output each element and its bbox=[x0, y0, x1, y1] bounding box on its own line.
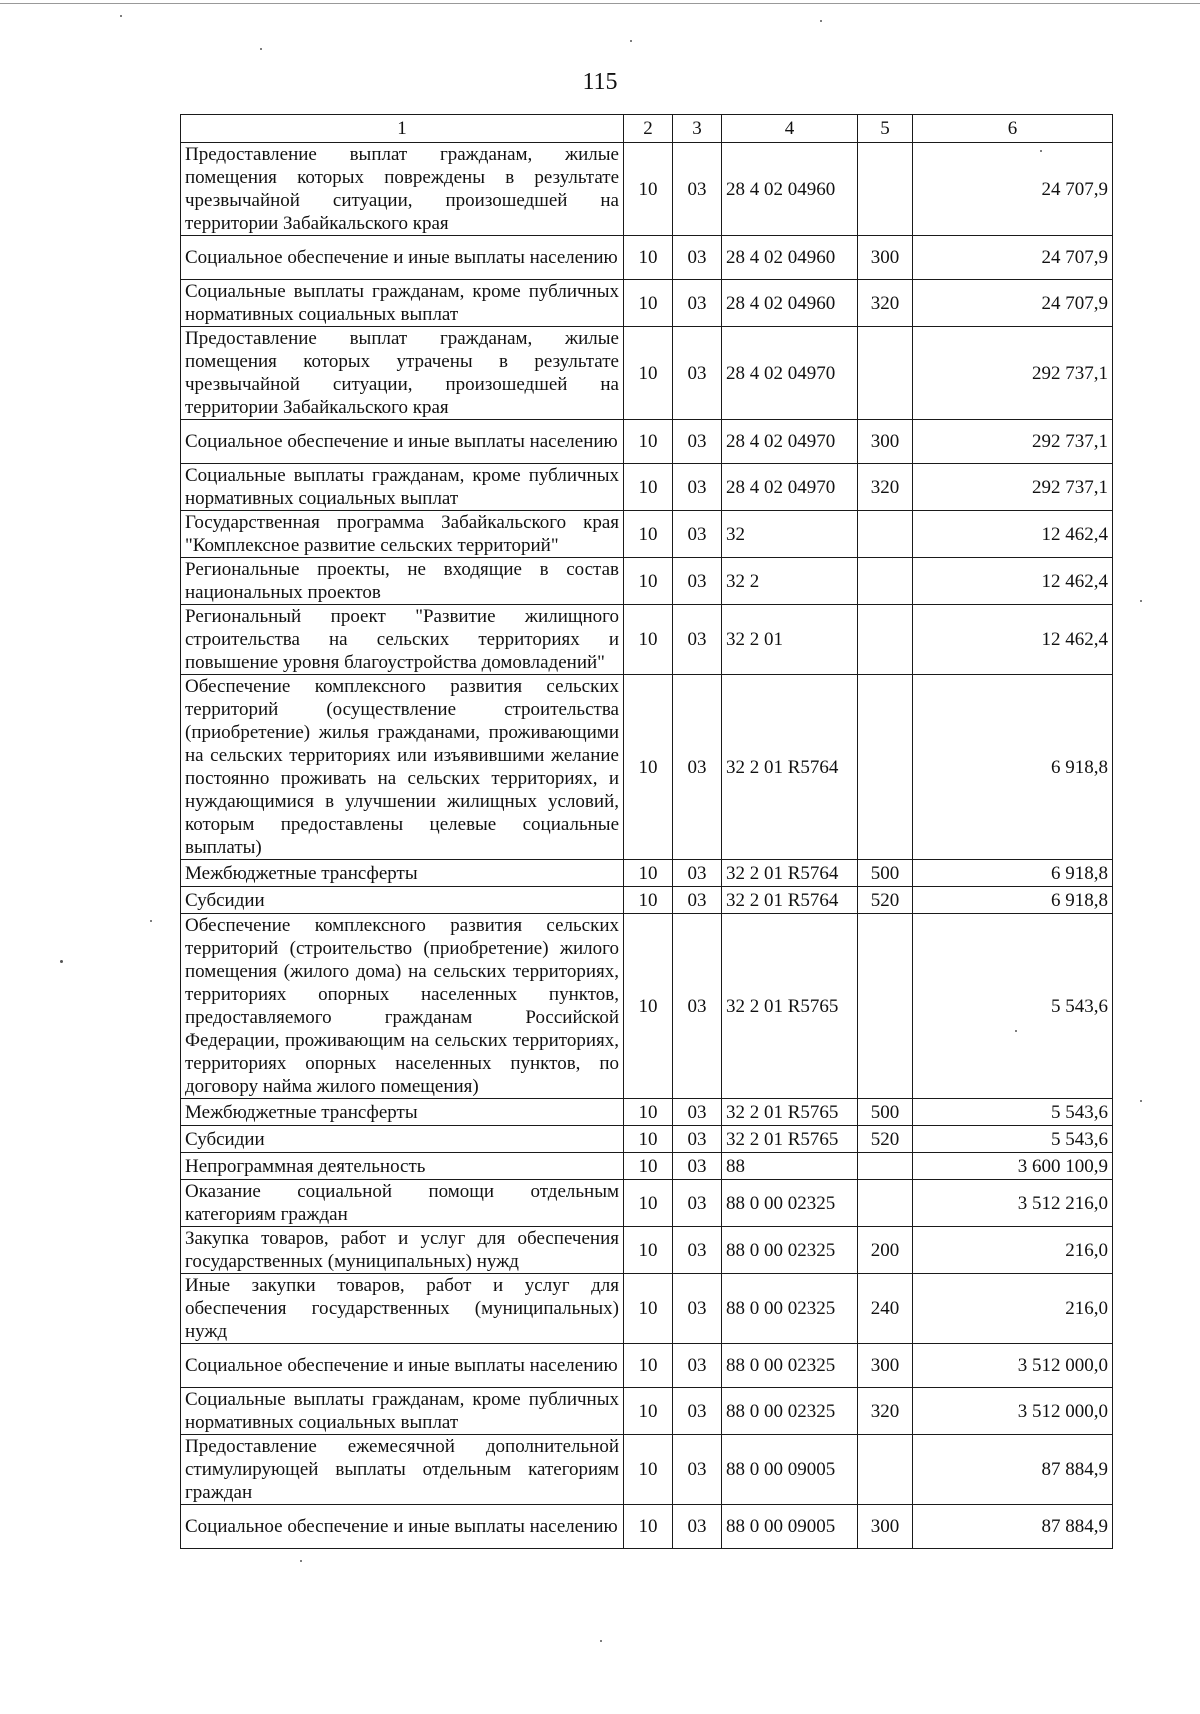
cell-subsection: 03 bbox=[673, 1126, 722, 1153]
cell-subsection: 03 bbox=[673, 914, 722, 1099]
cell-section: 10 bbox=[624, 1180, 673, 1227]
cell-section: 10 bbox=[624, 1435, 673, 1505]
cell-sum: 87 884,9 bbox=[913, 1435, 1113, 1505]
cell-target-article: 88 0 00 09005 bbox=[722, 1505, 858, 1549]
scan-speck bbox=[1040, 150, 1042, 152]
cell-target-article: 32 2 01 bbox=[722, 605, 858, 675]
table-header-row bbox=[181, 115, 1113, 143]
cell-name: Обеспечение комплексного развития сельских территорий (осуществление строительства (приобретение) жилья гражданами, проживающими на сельских территориях или изъявившими желание постоянно проживать на сельских территориях, и нуждающимися в улучшении жилищных условий, которым предоставлены целевые социальные выплаты) bbox=[181, 675, 624, 860]
cell-section: 10 bbox=[624, 1126, 673, 1153]
cell-expense-type: 500 bbox=[858, 860, 913, 887]
cell-sum: 6 918,8 bbox=[913, 860, 1113, 887]
cell-target-article: 88 0 00 02325 bbox=[722, 1388, 858, 1435]
cell-subsection: 03 bbox=[673, 511, 722, 558]
cell-sum: 292 737,1 bbox=[913, 420, 1113, 464]
table-row bbox=[181, 1180, 1113, 1227]
cell-section: 10 bbox=[624, 1227, 673, 1274]
cell-name: Социальное обеспечение и иные выплаты населению bbox=[181, 420, 624, 464]
cell-section: 10 bbox=[624, 280, 673, 327]
cell-sum: 6 918,8 bbox=[913, 675, 1113, 860]
cell-target-article: 32 2 01 R5765 bbox=[722, 1099, 858, 1126]
cell-target-article: 28 4 02 04970 bbox=[722, 464, 858, 511]
cell-target-article: 32 2 01 R5765 bbox=[722, 914, 858, 1099]
cell-target-article: 88 0 00 02325 bbox=[722, 1344, 858, 1388]
cell-sum: 24 707,9 bbox=[913, 143, 1113, 236]
cell-subsection: 03 bbox=[673, 420, 722, 464]
cell-name: Социальные выплаты гражданам, кроме публичных нормативных социальных выплат bbox=[181, 1388, 624, 1435]
cell-name: Закупка товаров, работ и услуг для обеспечения государственных (муниципальных) нужд bbox=[181, 1227, 624, 1274]
cell-section: 10 bbox=[624, 1505, 673, 1549]
cell-expense-type bbox=[858, 675, 913, 860]
cell-section: 10 bbox=[624, 420, 673, 464]
cell-name: Социальное обеспечение и иные выплаты населению bbox=[181, 1344, 624, 1388]
cell-expense-type: 520 bbox=[858, 887, 913, 914]
header-col-subsection: 3 bbox=[673, 115, 722, 143]
cell-expense-type: 300 bbox=[858, 236, 913, 280]
cell-subsection: 03 bbox=[673, 1180, 722, 1227]
cell-sum: 12 462,4 bbox=[913, 558, 1113, 605]
table-body bbox=[181, 143, 1113, 1549]
cell-subsection: 03 bbox=[673, 1274, 722, 1344]
cell-name: Межбюджетные трансферты bbox=[181, 1099, 624, 1126]
cell-name: Социальные выплаты гражданам, кроме публичных нормативных социальных выплат bbox=[181, 464, 624, 511]
cell-section: 10 bbox=[624, 887, 673, 914]
table-row bbox=[181, 1099, 1113, 1126]
table-row bbox=[181, 280, 1113, 327]
header-col-expense-type: 5 bbox=[858, 115, 913, 143]
scan-speck bbox=[1140, 1100, 1142, 1102]
table-row bbox=[181, 1274, 1113, 1344]
cell-expense-type bbox=[858, 1180, 913, 1227]
cell-subsection: 03 bbox=[673, 464, 722, 511]
table-row bbox=[181, 236, 1113, 280]
table-row bbox=[181, 511, 1113, 558]
table-row bbox=[181, 860, 1113, 887]
cell-section: 10 bbox=[624, 914, 673, 1099]
table-row bbox=[181, 558, 1113, 605]
scan-speck bbox=[150, 920, 152, 922]
cell-expense-type bbox=[858, 1153, 913, 1180]
cell-sum: 12 462,4 bbox=[913, 605, 1113, 675]
cell-expense-type: 320 bbox=[858, 464, 913, 511]
cell-expense-type bbox=[858, 558, 913, 605]
cell-target-article: 28 4 02 04970 bbox=[722, 327, 858, 420]
cell-expense-type: 300 bbox=[858, 1505, 913, 1549]
cell-target-article: 32 2 01 R5764 bbox=[722, 887, 858, 914]
table-row bbox=[181, 914, 1113, 1099]
cell-subsection: 03 bbox=[673, 675, 722, 860]
header-col-sum: 6 bbox=[913, 115, 1113, 143]
cell-subsection: 03 bbox=[673, 143, 722, 236]
cell-sum: 5 543,6 bbox=[913, 1126, 1113, 1153]
scan-speck bbox=[300, 1560, 302, 1562]
scan-speck bbox=[60, 960, 63, 963]
cell-expense-type: 320 bbox=[858, 1388, 913, 1435]
cell-name: Государственная программа Забайкальского края "Комплексное развитие сельских территорий" bbox=[181, 511, 624, 558]
table-row bbox=[181, 887, 1113, 914]
cell-name: Предоставление выплат гражданам, жилые помещения которых повреждены в результате чрезвычайной ситуации, произошедшей на территории Забайкальского края bbox=[181, 143, 624, 236]
cell-name: Региональный проект "Развитие жилищного строительства на сельских территориях и повышение уровня благоустройства домовладений" bbox=[181, 605, 624, 675]
cell-name: Оказание социальной помощи отдельным категориям граждан bbox=[181, 1180, 624, 1227]
cell-target-article: 88 0 00 02325 bbox=[722, 1227, 858, 1274]
cell-name: Обеспечение комплексного развития сельских территорий (строительство (приобретение) жилого помещения (жилого дома) на сельских территориях, территориях опорных населенных пунктов, предоставляемого гражданам Российской Федерации, проживающим на сельских территориях, территориях опорных населенных пунктов, по договору найма жилого помещения) bbox=[181, 914, 624, 1099]
cell-subsection: 03 bbox=[673, 1153, 722, 1180]
cell-expense-type: 320 bbox=[858, 280, 913, 327]
cell-target-article: 28 4 02 04970 bbox=[722, 420, 858, 464]
table-row bbox=[181, 1388, 1113, 1435]
header-col-target-article: 4 bbox=[722, 115, 858, 143]
cell-expense-type: 200 bbox=[858, 1227, 913, 1274]
cell-name: Социальное обеспечение и иные выплаты населению bbox=[181, 1505, 624, 1549]
table-row bbox=[181, 605, 1113, 675]
cell-target-article: 88 0 00 09005 bbox=[722, 1435, 858, 1505]
cell-name: Социальные выплаты гражданам, кроме публичных нормативных социальных выплат bbox=[181, 280, 624, 327]
cell-target-article: 32 2 01 R5765 bbox=[722, 1126, 858, 1153]
cell-sum: 87 884,9 bbox=[913, 1505, 1113, 1549]
cell-subsection: 03 bbox=[673, 280, 722, 327]
table-row bbox=[181, 1505, 1113, 1549]
cell-name: Региональные проекты, не входящие в состав национальных проектов bbox=[181, 558, 624, 605]
cell-name: Субсидии bbox=[181, 887, 624, 914]
cell-target-article: 32 2 01 R5764 bbox=[722, 860, 858, 887]
cell-subsection: 03 bbox=[673, 1344, 722, 1388]
budget-table bbox=[180, 114, 1113, 1549]
cell-subsection: 03 bbox=[673, 1435, 722, 1505]
cell-name: Непрограммная деятельность bbox=[181, 1153, 624, 1180]
cell-sum: 6 918,8 bbox=[913, 887, 1113, 914]
table-row bbox=[181, 1153, 1113, 1180]
page-number: 115 bbox=[582, 69, 618, 95]
scan-speck bbox=[1140, 600, 1142, 602]
cell-expense-type: 300 bbox=[858, 420, 913, 464]
cell-name: Межбюджетные трансферты bbox=[181, 860, 624, 887]
cell-sum: 3 512 216,0 bbox=[913, 1180, 1113, 1227]
table-row bbox=[181, 420, 1113, 464]
cell-section: 10 bbox=[624, 675, 673, 860]
cell-sum: 3 512 000,0 bbox=[913, 1344, 1113, 1388]
cell-target-article: 32 2 bbox=[722, 558, 858, 605]
cell-expense-type: 240 bbox=[858, 1274, 913, 1344]
table-row bbox=[181, 1126, 1113, 1153]
cell-section: 10 bbox=[624, 1344, 673, 1388]
cell-target-article: 88 0 00 02325 bbox=[722, 1180, 858, 1227]
cell-target-article: 28 4 02 04960 bbox=[722, 280, 858, 327]
cell-sum: 3 600 100,9 bbox=[913, 1153, 1113, 1180]
table-row bbox=[181, 143, 1113, 236]
cell-sum: 292 737,1 bbox=[913, 327, 1113, 420]
cell-expense-type bbox=[858, 914, 913, 1099]
cell-section: 10 bbox=[624, 464, 673, 511]
cell-subsection: 03 bbox=[673, 605, 722, 675]
cell-expense-type bbox=[858, 327, 913, 420]
cell-expense-type bbox=[858, 511, 913, 558]
cell-subsection: 03 bbox=[673, 1099, 722, 1126]
table-row bbox=[181, 327, 1113, 420]
cell-sum: 24 707,9 bbox=[913, 236, 1113, 280]
cell-sum: 12 462,4 bbox=[913, 511, 1113, 558]
table-row bbox=[181, 1344, 1113, 1388]
cell-expense-type bbox=[858, 605, 913, 675]
cell-sum: 292 737,1 bbox=[913, 464, 1113, 511]
header-col-section: 2 bbox=[624, 115, 673, 143]
cell-name: Социальное обеспечение и иные выплаты населению bbox=[181, 236, 624, 280]
cell-section: 10 bbox=[624, 1274, 673, 1344]
cell-section: 10 bbox=[624, 860, 673, 887]
cell-expense-type: 300 bbox=[858, 1344, 913, 1388]
cell-sum: 216,0 bbox=[913, 1227, 1113, 1274]
cell-subsection: 03 bbox=[673, 887, 722, 914]
table-row bbox=[181, 1435, 1113, 1505]
cell-sum: 24 707,9 bbox=[913, 280, 1113, 327]
cell-subsection: 03 bbox=[673, 327, 722, 420]
cell-subsection: 03 bbox=[673, 1388, 722, 1435]
cell-expense-type bbox=[858, 143, 913, 236]
cell-name: Субсидии bbox=[181, 1126, 624, 1153]
cell-section: 10 bbox=[624, 1388, 673, 1435]
cell-target-article: 32 2 01 R5764 bbox=[722, 675, 858, 860]
cell-section: 10 bbox=[624, 236, 673, 280]
scan-speck bbox=[820, 20, 822, 22]
cell-sum: 3 512 000,0 bbox=[913, 1388, 1113, 1435]
cell-target-article: 32 bbox=[722, 511, 858, 558]
cell-sum: 5 543,6 bbox=[913, 1099, 1113, 1126]
cell-name: Иные закупки товаров, работ и услуг для обеспечения государственных (муниципальных) нужд bbox=[181, 1274, 624, 1344]
scan-speck bbox=[630, 40, 632, 42]
cell-section: 10 bbox=[624, 558, 673, 605]
cell-expense-type bbox=[858, 1435, 913, 1505]
scan-speck bbox=[600, 1640, 602, 1642]
cell-target-article: 88 bbox=[722, 1153, 858, 1180]
scan-edge-line bbox=[0, 3, 1200, 4]
table-row bbox=[181, 675, 1113, 860]
cell-section: 10 bbox=[624, 1153, 673, 1180]
table-row bbox=[181, 464, 1113, 511]
cell-section: 10 bbox=[624, 327, 673, 420]
cell-subsection: 03 bbox=[673, 1227, 722, 1274]
cell-expense-type: 520 bbox=[858, 1126, 913, 1153]
cell-name: Предоставление ежемесячной дополнительной стимулирующей выплаты отдельным категориям граждан bbox=[181, 1435, 624, 1505]
cell-sum: 5 543,6 bbox=[913, 914, 1113, 1099]
cell-section: 10 bbox=[624, 605, 673, 675]
cell-section: 10 bbox=[624, 143, 673, 236]
cell-sum: 216,0 bbox=[913, 1274, 1113, 1344]
header-col-name: 1 bbox=[181, 115, 624, 143]
cell-section: 10 bbox=[624, 1099, 673, 1126]
cell-target-article: 88 0 00 02325 bbox=[722, 1274, 858, 1344]
cell-section: 10 bbox=[624, 511, 673, 558]
cell-target-article: 28 4 02 04960 bbox=[722, 236, 858, 280]
scan-speck bbox=[120, 15, 122, 17]
cell-subsection: 03 bbox=[673, 1505, 722, 1549]
table-row bbox=[181, 1227, 1113, 1274]
cell-subsection: 03 bbox=[673, 860, 722, 887]
cell-target-article: 28 4 02 04960 bbox=[722, 143, 858, 236]
cell-subsection: 03 bbox=[673, 558, 722, 605]
cell-expense-type: 500 bbox=[858, 1099, 913, 1126]
scan-speck bbox=[1015, 1030, 1017, 1032]
cell-name: Предоставление выплат гражданам, жилые помещения которых утрачены в результате чрезвычайной ситуации, произошедшей на территории Забайкальского края bbox=[181, 327, 624, 420]
scan-speck bbox=[260, 48, 262, 50]
cell-subsection: 03 bbox=[673, 236, 722, 280]
